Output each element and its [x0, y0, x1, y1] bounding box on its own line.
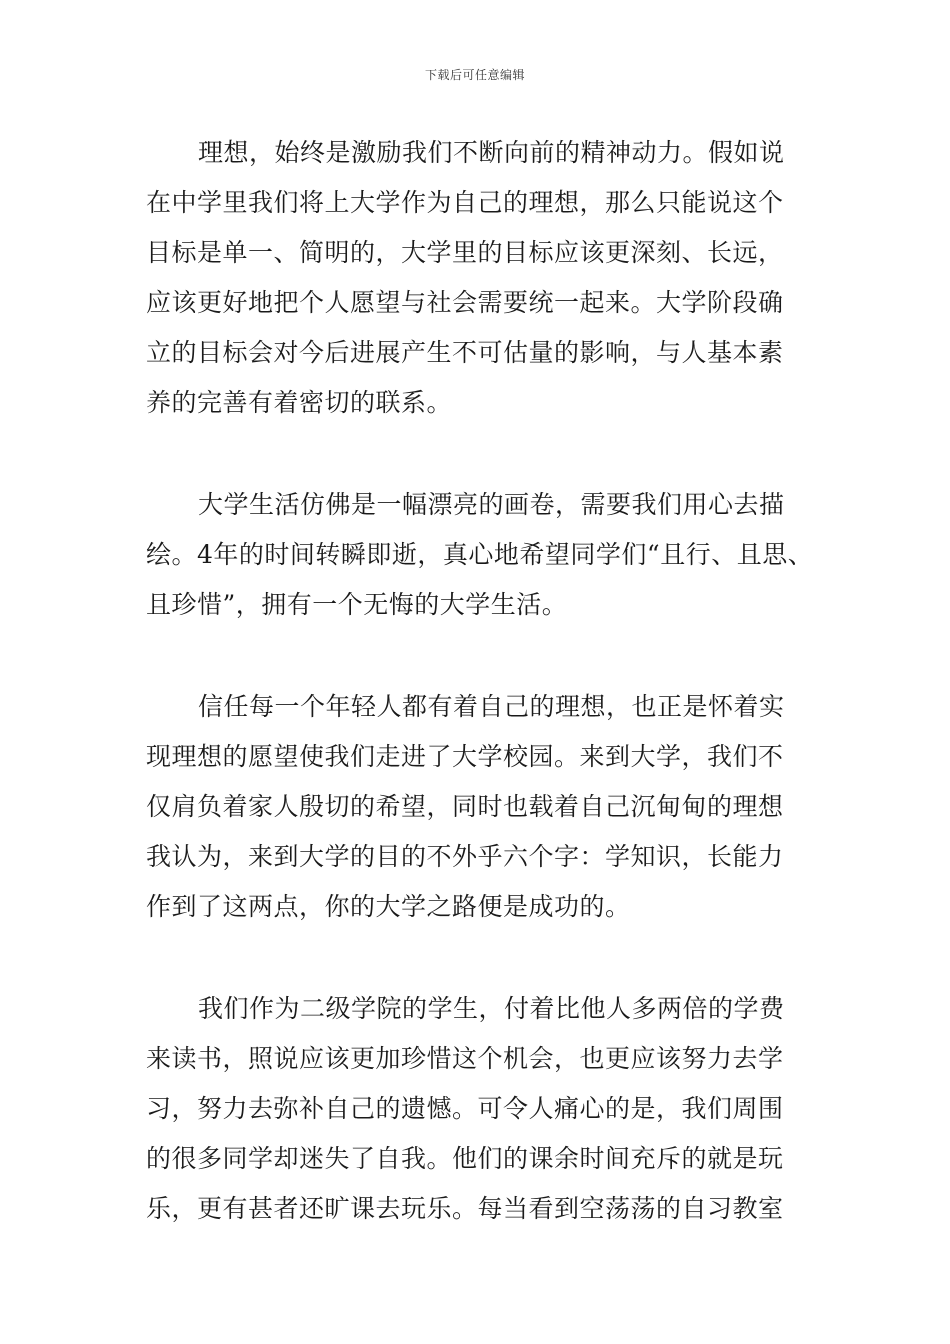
paragraph-line: 乐，更有甚者还旷课去玩乐。每当看到空荡荡的自习教室 — [146, 1194, 784, 1223]
paragraph-line: 在中学里我们将上大学作为自己的理想，那么只能说这个 — [146, 188, 784, 217]
paragraph-line: 立的目标会对今后进展产生不可估量的影响，与人基本素 — [146, 338, 784, 367]
paragraph-line: 习，努力去弥补自己的遗憾。可令人痛心的是，我们周围 — [146, 1094, 784, 1123]
paragraph-4 — [146, 984, 836, 1234]
paragraph-line: 信任每一个年轻人都有着自己的理想，也正是怀着实 — [198, 692, 785, 721]
paragraph-line: 仅肩负着家人殷切的希望，同时也载着自己沉甸甸的理想 — [146, 792, 784, 821]
paragraph-line: 我们作为二级学院的学生，付着比他人多两倍的学费 — [198, 994, 785, 1023]
paragraph-line: 现理想的愿望使我们走进了大学校园。来到大学，我们不 — [146, 742, 784, 771]
paragraph-line: 来读书，照说应该更加珍惜这个机会，也更应该努力去学 — [146, 1044, 784, 1073]
paragraph-1 — [146, 128, 836, 428]
paragraph-line: 的很多同学却迷失了自我。他们的课余时间充斥的就是玩 — [146, 1144, 784, 1173]
paragraph-3 — [146, 682, 836, 932]
page-header: 下载后可任意编辑 — [424, 68, 525, 82]
document-body — [146, 128, 836, 1234]
paragraph-line: 大学生活仿佛是一幅漂亮的画卷，需要我们用心去描 — [198, 490, 785, 519]
paragraph-line: 理想，始终是激励我们不断向前的精神动力。假如说 — [198, 138, 785, 167]
paragraph-2 — [146, 480, 836, 630]
paragraph-line: 且珍惜”，拥有一个无悔的大学生活。 — [146, 590, 568, 619]
paragraph-line: 应该更好地把个人愿望与社会需要统一起来。大学阶段确 — [146, 288, 784, 317]
paragraph-line: 养的完善有着密切的联系。 — [146, 388, 453, 417]
paragraph-line: 作到了这两点，你的大学之路便是成功的。 — [146, 892, 631, 921]
paragraph-line: 绘。4年的时间转瞬即逝，真心地希望同学们“且行、且思、 — [146, 540, 814, 569]
paragraph-line: 目标是单一、简明的，大学里的目标应该更深刻、长远， — [146, 238, 784, 267]
paragraph-line: 我认为，来到大学的目的不外乎六个字：学知识，长能力 — [146, 842, 784, 871]
